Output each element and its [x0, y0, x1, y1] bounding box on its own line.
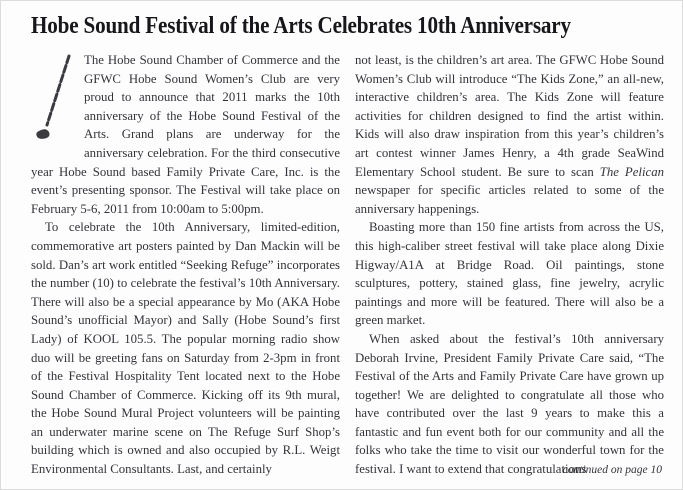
page-title: Hobe Sound Festival of the Arts Celebrates 10th Anniversary [31, 13, 571, 39]
paragraph-intro [31, 51, 340, 218]
paintbrush-icon [31, 53, 79, 145]
paragraph-posters: To celebrate the 10th Anniversary, limited-edition, commemorative art posters painted by Dan Mackin will be sold. Dan’s art work entitled “Seeking Refuge” incorporates the number (10) to celebrate the festival’s 10th Anniversary. There will also be a special appearance by Mo (AKA Hobe Sound’s unofficial Mayor) and Sally (Hobe Sound’s first Lady) of KOOL 105.5. The popular morning radio show duo will be greeting fans on Saturday from 2-3pm in front of the Festival Hospitality Tent located next to the Hobe Sound Chamber of Commerce. Kicking off its 9th mural, the Hobe Sound Mural Project volunteers will be painting an underwater marine scene on The Refuge Surf Shop’s building which is owned and also occupied by R.L. Weigt Environmental Consultants. Last, and certainly [31, 220, 340, 477]
left-column [31, 51, 340, 479]
paragraph-quote: When asked about the festival’s 10th anniversary Deborah Irvine, President Family Private Care said, “The Festival of the Arts and Family Private Care have grown up together! We are delighted to congratulate all those who have contributed over the last 9 years to make this a fantastic and fun event both for our community and all the folks who take the time to visit our wonderful town for the festival. I want to extend that congratulations [355, 331, 664, 477]
paragraph-kids-zone [355, 51, 664, 218]
paragraph-intro-text: The Hobe Sound Chamber of Commerce and the GFWC Hobe Sound Women’s Club are very proud to announce that 2011 marks the 10th anniversary of the Hobe Sound Festival of the Arts. Grand plans are underway for the anniversary celebration. For the third consecutive year Hobe Sound based Family Private Care, Inc. is the event’s presenting sponsor. The Festival will take place on February 5-6, 2011 from 10:00am to 5:00pm. [31, 53, 340, 216]
right-column [355, 51, 664, 479]
paragraph-artists: Boasting more than 150 fine artists from across the US, this high-caliber street festival will take place along Dixie Higway/A1A at Bridge Road. Oil paintings, stone sculptures, pottery, stained glass, fine jewelry, acrylic paintings and more will be featured. There will also be a green market. [355, 220, 664, 328]
continued-on-page-note: continued on page 10 [562, 464, 662, 476]
article-columns [31, 51, 664, 479]
pelican-newspaper-name: The Pelican [599, 164, 664, 179]
paragraph-kids-zone-tail: newspaper for specific articles related to some of the anniversary happenings. [355, 183, 664, 216]
paragraph-kids-zone-text: not least, is the children’s art area. The GFWC Hobe Sound Women’s Club will introduce “The Kids Zone,” an all-new, interactive children’s area. The Kids Zone will feature activities for children designed to find the artist within. Kids will also draw inspiration from this year’s children’s art contest winner James Henry, a 4th grade SeaWind Elementary School student. Be sure to scan [355, 53, 664, 179]
